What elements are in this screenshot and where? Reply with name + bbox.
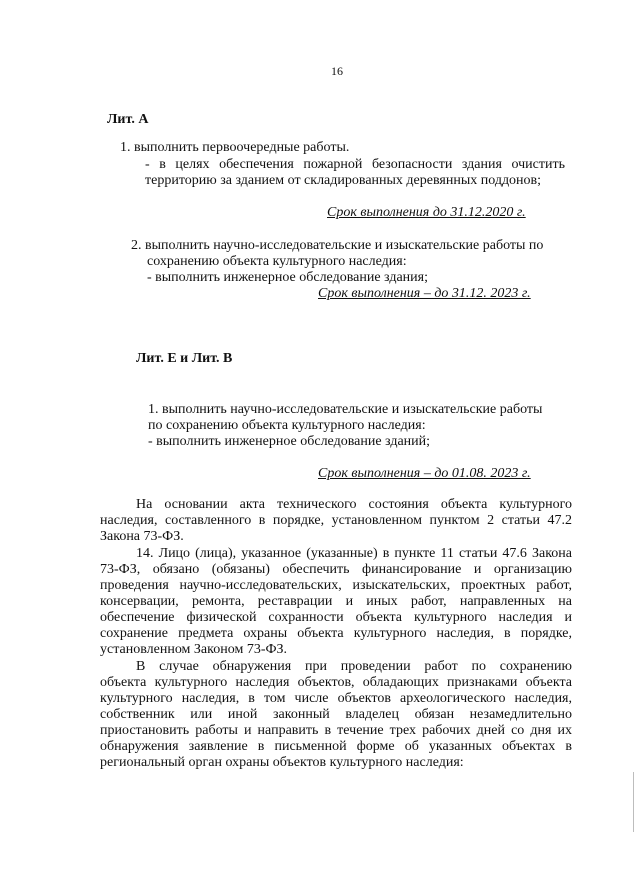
paragraph-3-line-5: приостановить работы и направить в течение трех рабочих дней со дня их bbox=[100, 723, 572, 738]
lit-a-item-2-line-1: 2. выполнить научно-исследовательские и изыскательские работы по bbox=[131, 238, 544, 253]
paragraph-3-line-4: собственник или иной законный владелец обязан незамедлительно bbox=[100, 707, 572, 722]
paragraph-2-line-2: 73-ФЗ, обязано (обязаны) обеспечить финансирование и организацию bbox=[100, 562, 572, 577]
lit-ev-item-1-line-1: 1. выполнить научно-исследовательские и изыскательские работы bbox=[148, 402, 543, 417]
paragraph-3-line-3: культурного наследия, в том числе объектов археологического наследия, bbox=[100, 691, 572, 706]
lit-a-deadline-2: Срок выполнения – до 31.12. 2023 г. bbox=[318, 286, 531, 301]
lit-a-item-1: 1. выполнить первоочередные работы. bbox=[120, 140, 350, 155]
paragraph-2-line-1: 14. Лицо (лица), указанное (указанные) в пункте 11 статьи 47.6 Закона bbox=[136, 546, 572, 561]
paragraph-2-line-5: обеспечение физической сохранности объекта культурного наследия и bbox=[100, 610, 572, 625]
lit-a-item-1-sub-line-2: территорию за зданием от складированных деревянных поддонов; bbox=[145, 173, 542, 188]
paragraph-1-line-3: Закона 73-ФЗ. bbox=[100, 529, 184, 544]
lit-a-item-2-line-2: сохранению объекта культурного наследия: bbox=[147, 254, 407, 269]
paragraph-2-line-6: сохранение предмета охраны объекта культурного наследия, в порядке, bbox=[100, 626, 572, 641]
paragraph-1-line-2: наследия, составленного в порядке, установленном пунктом 2 статьи 47.2 bbox=[100, 513, 572, 528]
lit-ev-item-1-line-2: по сохранению объекта культурного наследия: bbox=[148, 418, 426, 433]
paragraph-3-line-2: объекта культурного наследия объектов, обладающих признаками объекта bbox=[100, 675, 572, 690]
lit-ev-deadline: Срок выполнения – до 01.08. 2023 г. bbox=[318, 466, 531, 481]
paragraph-3-line-6: обнаружения заявление в письменной форме об указанных объектах в bbox=[100, 739, 572, 754]
lit-a-item-1-sub-line-1: - в целях обеспечения пожарной безопасности здания очистить bbox=[145, 157, 565, 172]
paragraph-2-line-4: консервации, ремонта, реставрации и иных работ, направленных на bbox=[100, 594, 572, 609]
paragraph-1-line-1: На основании акта технического состояния объекта культурного bbox=[136, 497, 572, 512]
paragraph-3-line-7: региональный орган охраны объектов культурного наследия: bbox=[100, 755, 464, 770]
lit-ev-item-1-line-3: - выполнить инженерное обследование зданий; bbox=[148, 434, 431, 449]
section-heading-lit-a: Лит. А bbox=[107, 112, 149, 127]
paragraph-3-line-1: В случае обнаружения при проведении работ по сохранению bbox=[136, 659, 572, 674]
paragraph-2-line-7: установленном Законом 73-ФЗ. bbox=[100, 642, 288, 657]
scan-edge-mark bbox=[633, 772, 634, 832]
lit-a-item-2-line-3: - выполнить инженерное обследование здания; bbox=[147, 270, 428, 285]
section-heading-lit-e-v: Лит. Е и Лит. В bbox=[136, 351, 233, 366]
page-number: 16 bbox=[331, 64, 343, 78]
paragraph-2-line-3: проведения научно-исследовательских, изыскательских, проектных работ, bbox=[100, 578, 572, 593]
lit-a-deadline-1: Срок выполнения до 31.12.2020 г. bbox=[327, 205, 526, 220]
